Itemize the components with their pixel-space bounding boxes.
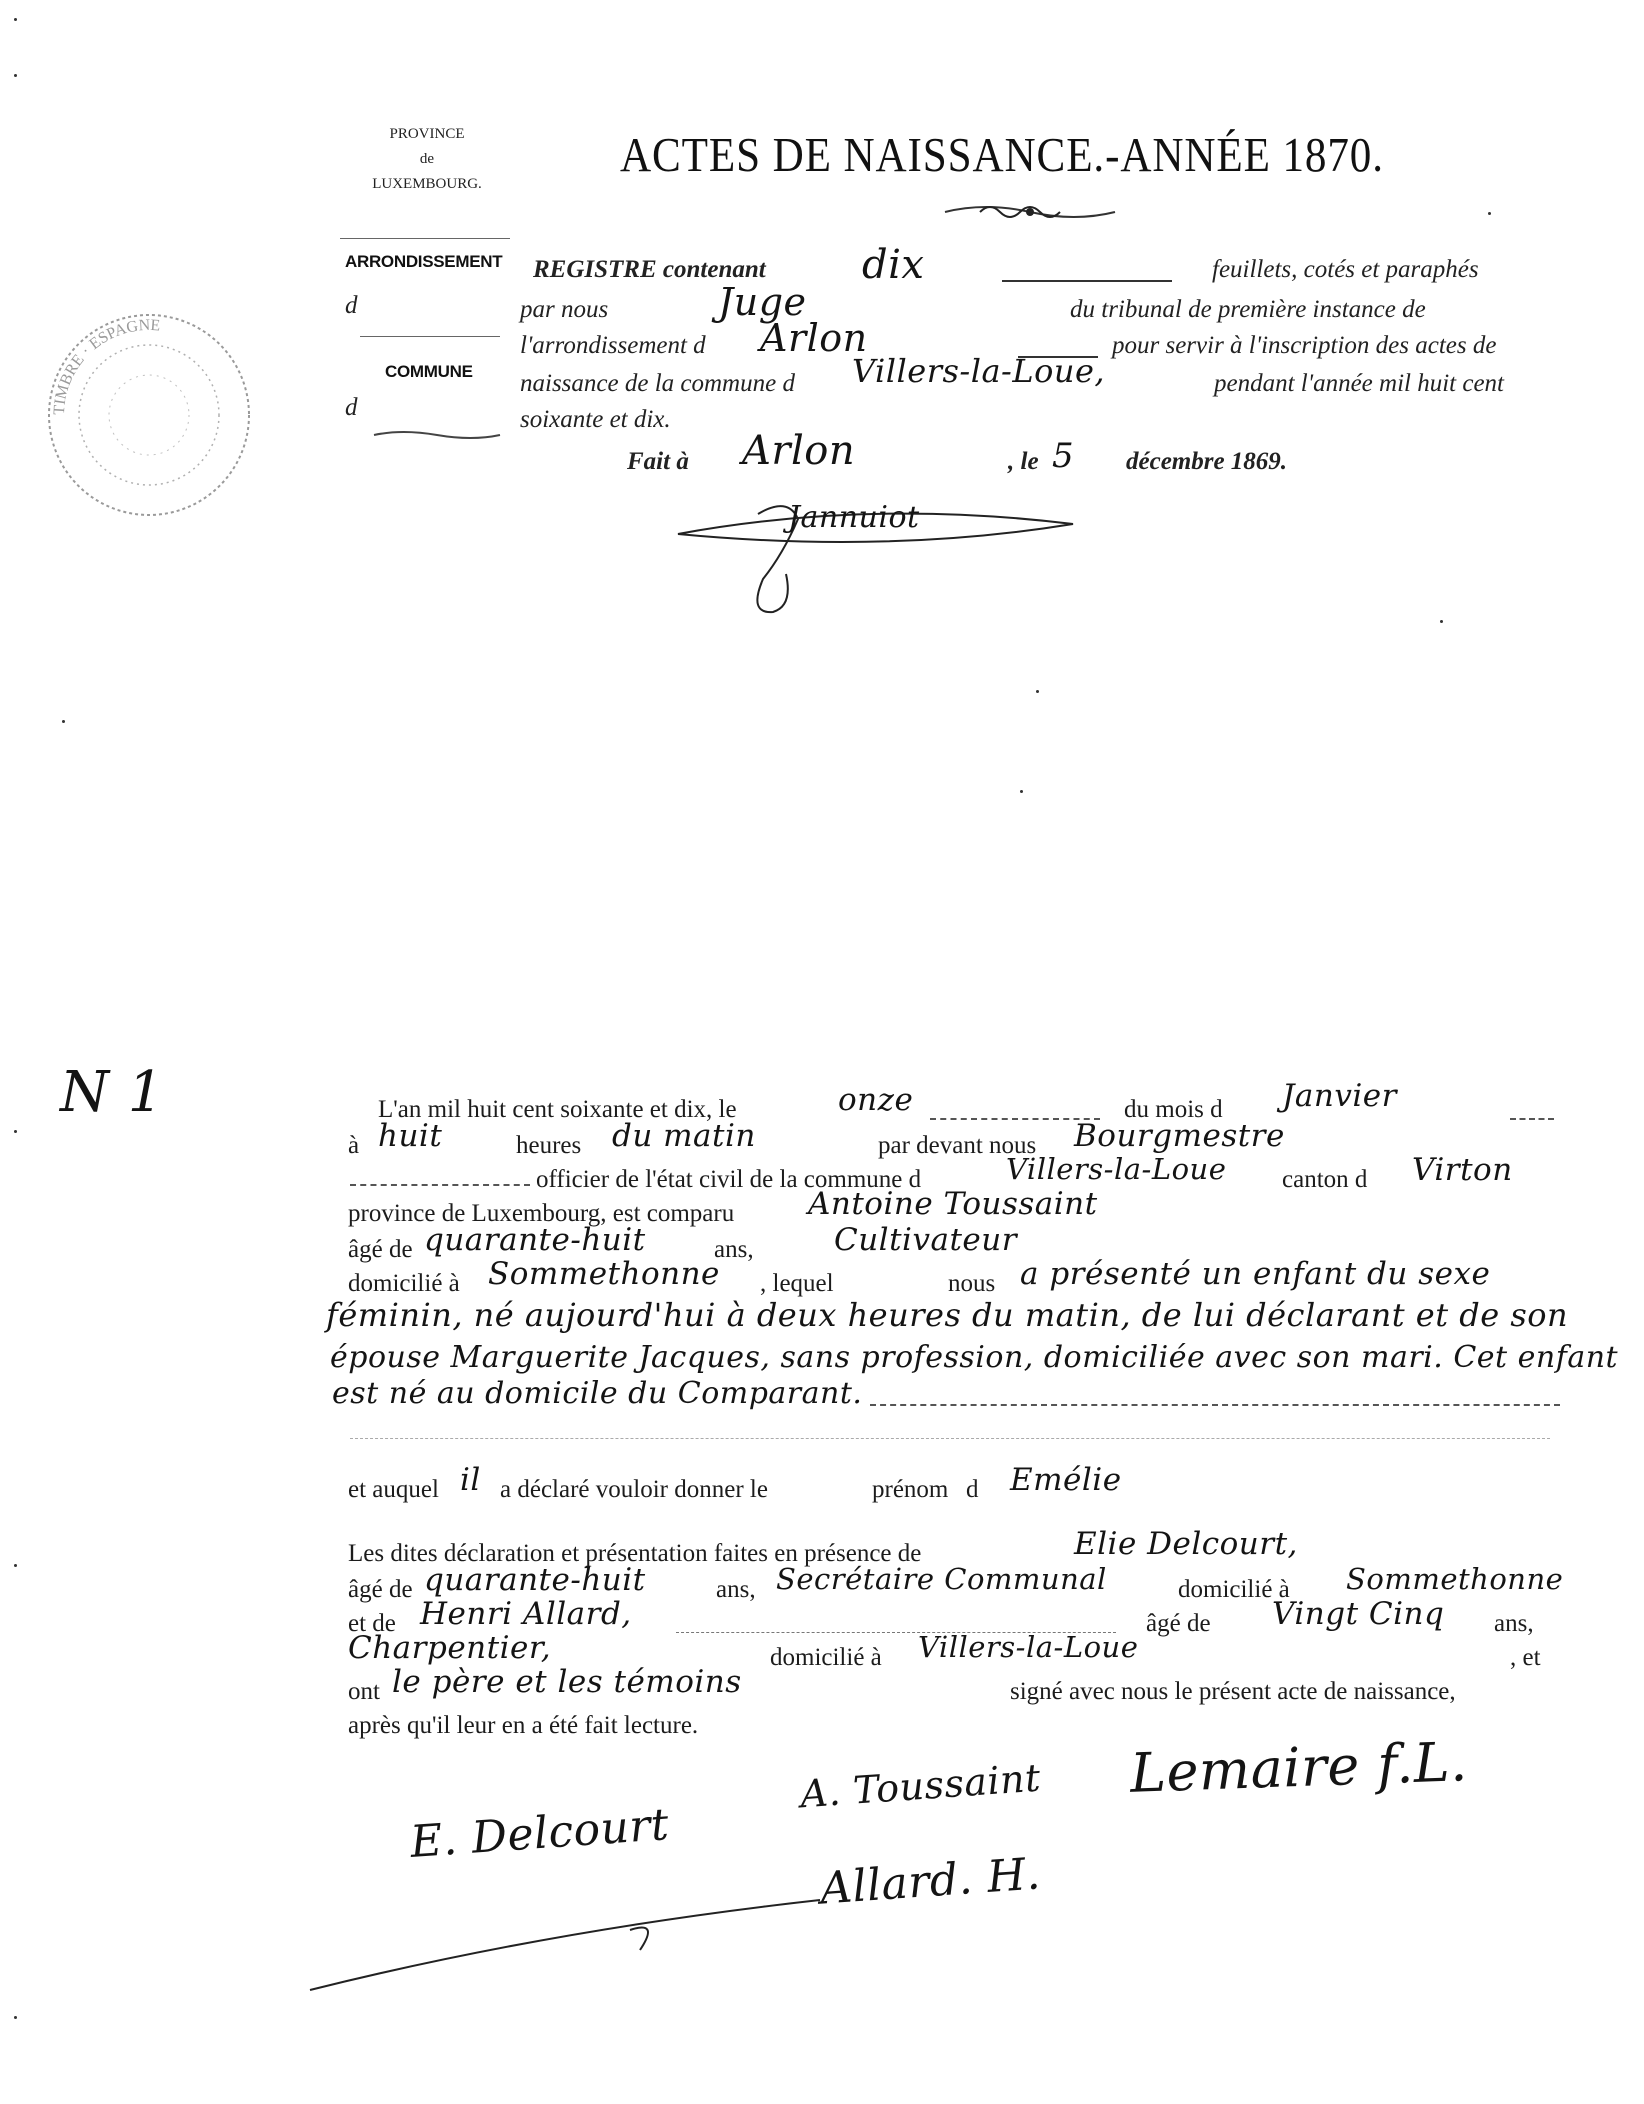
margin-speck	[1488, 212, 1491, 215]
title-ornament	[940, 200, 1120, 229]
act-number-mark: N 1	[60, 1060, 164, 1125]
fait-a-place: Arlon	[742, 428, 856, 474]
act-et-de: et de	[348, 1610, 396, 1637]
act-nous: nous	[948, 1270, 996, 1297]
register-count: dix	[862, 242, 925, 288]
page-title: ACTES DE NAISSANCE.-ANNÉE 1870.	[620, 127, 1384, 182]
seal-text: TIMBRE · ESPAGNE	[50, 316, 161, 416]
commune-heading: COMMUNE	[385, 362, 473, 381]
act-age-label: âgé de	[348, 1236, 413, 1263]
margin-speck	[1020, 790, 1023, 793]
margin-speck	[1440, 620, 1443, 623]
act-blank-line	[350, 1438, 1550, 1439]
fait-le-label: , le	[1008, 448, 1039, 475]
svg-text:TIMBRE · ESPAGNE	[51, 317, 161, 416]
act-prenom-d: d	[966, 1476, 979, 1503]
act-ont: ont	[348, 1678, 380, 1705]
signature-flourish	[300, 1880, 900, 2000]
signature-allard: Allard. H.	[818, 1848, 1043, 1915]
act-heures: heures	[516, 1132, 582, 1159]
act-province-text: province de Luxembourg, est comparu	[348, 1200, 735, 1227]
commune-d: d	[345, 394, 358, 421]
act-witness2-age-label: âgé de	[1146, 1610, 1211, 1637]
register-arr-text: l'arrondissement d	[520, 332, 706, 359]
act-day: onze	[838, 1082, 914, 1118]
official-seal	[44, 310, 254, 520]
act-month: Janvier	[1282, 1078, 1397, 1114]
register-naissance-text: naissance de la commune d	[520, 370, 795, 397]
fait-date-rest: décembre 1869.	[1126, 448, 1288, 475]
fait-day: 5	[1052, 436, 1075, 476]
margin-speck	[14, 1564, 17, 1567]
judge-signature	[668, 494, 1088, 634]
act-line3-lead	[350, 1184, 530, 1186]
act-presence-text: Les dites déclaration et présentation faites en présence de	[348, 1540, 922, 1567]
side-rule-top	[340, 238, 510, 239]
act-officier-text: officier de l'état civil de la commune d	[536, 1166, 922, 1193]
act-witness1-age-label: âgé de	[348, 1576, 413, 1603]
side-ornament	[372, 428, 502, 447]
side-rule-mid	[360, 336, 500, 337]
margin-speck	[14, 18, 17, 21]
act-hand-line9: est né au domicile du Comparant.	[332, 1376, 863, 1411]
margin-speck	[1036, 690, 1039, 693]
signature-delcourt: E. Delcourt	[408, 1799, 671, 1868]
act-domicile: Sommethonne	[488, 1256, 720, 1292]
act-hour: huit	[378, 1118, 443, 1154]
act-devant-nous: par devant nous	[878, 1132, 1037, 1159]
act-witness1-profession: Secrétaire Communal	[776, 1562, 1107, 1596]
judge-signature-text: Jannuiot	[788, 500, 920, 535]
fait-a-label: Fait à	[627, 448, 689, 475]
margin-speck	[14, 74, 17, 77]
act-witness2-profession: Charpentier,	[348, 1630, 552, 1666]
act-hand-line7: féminin, né aujourd'hui à deux heures du matin, de lui déclarant et de son	[326, 1296, 1569, 1334]
province-label: PROVINCE de LUXEMBOURG.	[372, 126, 482, 192]
act-witness2-ans: ans,	[1494, 1610, 1534, 1637]
act-line9-tail	[870, 1404, 1560, 1406]
act-witness1-domicile-label: domicilié à	[1178, 1576, 1290, 1603]
act-child-name: Emélie	[1010, 1462, 1122, 1498]
register-par-nous: par nous	[520, 296, 609, 323]
act-canton-text: canton d	[1282, 1166, 1368, 1193]
act-donner-text: a déclaré vouloir donner le	[500, 1476, 768, 1503]
act-line1-text: L'an mil huit cent soixante et dix, le	[378, 1096, 737, 1123]
margin-speck	[14, 2016, 17, 2019]
register-feuillets-text: feuillets, cotés et paraphés	[1212, 256, 1479, 283]
act-domicile-label: domicilié à	[348, 1270, 460, 1297]
arrondissement-d: d	[345, 292, 358, 319]
act-pronoun: il	[460, 1462, 481, 1498]
register-count-line	[1002, 280, 1172, 282]
register-judge: Juge	[718, 280, 807, 324]
act-witness1-age: quarante-huit	[424, 1562, 646, 1598]
arrondissement-heading: ARRONDISSEMENT	[345, 252, 503, 271]
act-witness2-domicile: Villers-la-Loue	[918, 1630, 1139, 1664]
register-label: REGISTRE contenant	[533, 256, 766, 283]
act-witness1-ans: ans,	[716, 1576, 756, 1603]
signature-lemaire: Lemaire f.L.	[1129, 1730, 1469, 1805]
act-et: , et	[1510, 1644, 1541, 1671]
register-arrondissement-name: Arlon	[760, 316, 868, 360]
act-age: quarante-huit	[424, 1222, 646, 1258]
act-witness1: Elie Delcourt,	[1074, 1526, 1298, 1562]
register-soixante-text: soixante et dix.	[520, 406, 671, 433]
act-line2-a: à	[348, 1132, 360, 1159]
act-profession: Cultivateur	[834, 1222, 1018, 1258]
act-ans: ans,	[714, 1236, 754, 1263]
act-signers: le père et les témoins	[392, 1664, 742, 1700]
act-month-line	[1510, 1118, 1554, 1120]
signature-toussaint: A. Toussaint	[798, 1755, 1043, 1817]
act-declarant: Antoine Toussaint	[808, 1186, 1098, 1222]
act-auquel-text: et auquel	[348, 1476, 439, 1503]
act-mois-text: du mois d	[1124, 1096, 1223, 1123]
act-prenom-label: prénom	[872, 1476, 949, 1503]
act-signe-text: signé avec nous le présent acte de naissance,	[1010, 1678, 1456, 1705]
register-commune-name: Villers-la-Loue,	[852, 352, 1106, 390]
act-presente: a présenté un enfant du sexe	[1020, 1256, 1491, 1292]
act-lequel: , lequel	[760, 1270, 834, 1297]
act-commune: Villers-la-Loue	[1006, 1152, 1227, 1186]
act-witness2: Henri Allard,	[420, 1596, 632, 1632]
register-pendant-text: pendant l'année mil huit cent	[1214, 370, 1505, 397]
margin-speck	[14, 1130, 17, 1133]
act-hand-line8: épouse Marguerite Jacques, sans profession, domiciliée avec son mari. Cet enfant	[330, 1340, 1619, 1375]
act-witness2-age: Vingt Cinq	[1272, 1596, 1445, 1632]
act-canton: Virton	[1412, 1152, 1513, 1188]
act-lecture-text: après qu'il leur en a été fait lecture.	[348, 1712, 699, 1739]
act-witness1-domicile: Sommethonne	[1346, 1562, 1564, 1596]
act-witness2-domicile-label: domicilié à	[770, 1644, 882, 1671]
act-official: Bourgmestre	[1074, 1118, 1285, 1154]
margin-speck	[62, 720, 65, 723]
register-servir-text: pour servir à l'inscription des actes de	[1112, 332, 1497, 359]
register-tribunal-text: du tribunal de première instance de	[1070, 296, 1426, 323]
act-period: du matin	[612, 1118, 756, 1154]
